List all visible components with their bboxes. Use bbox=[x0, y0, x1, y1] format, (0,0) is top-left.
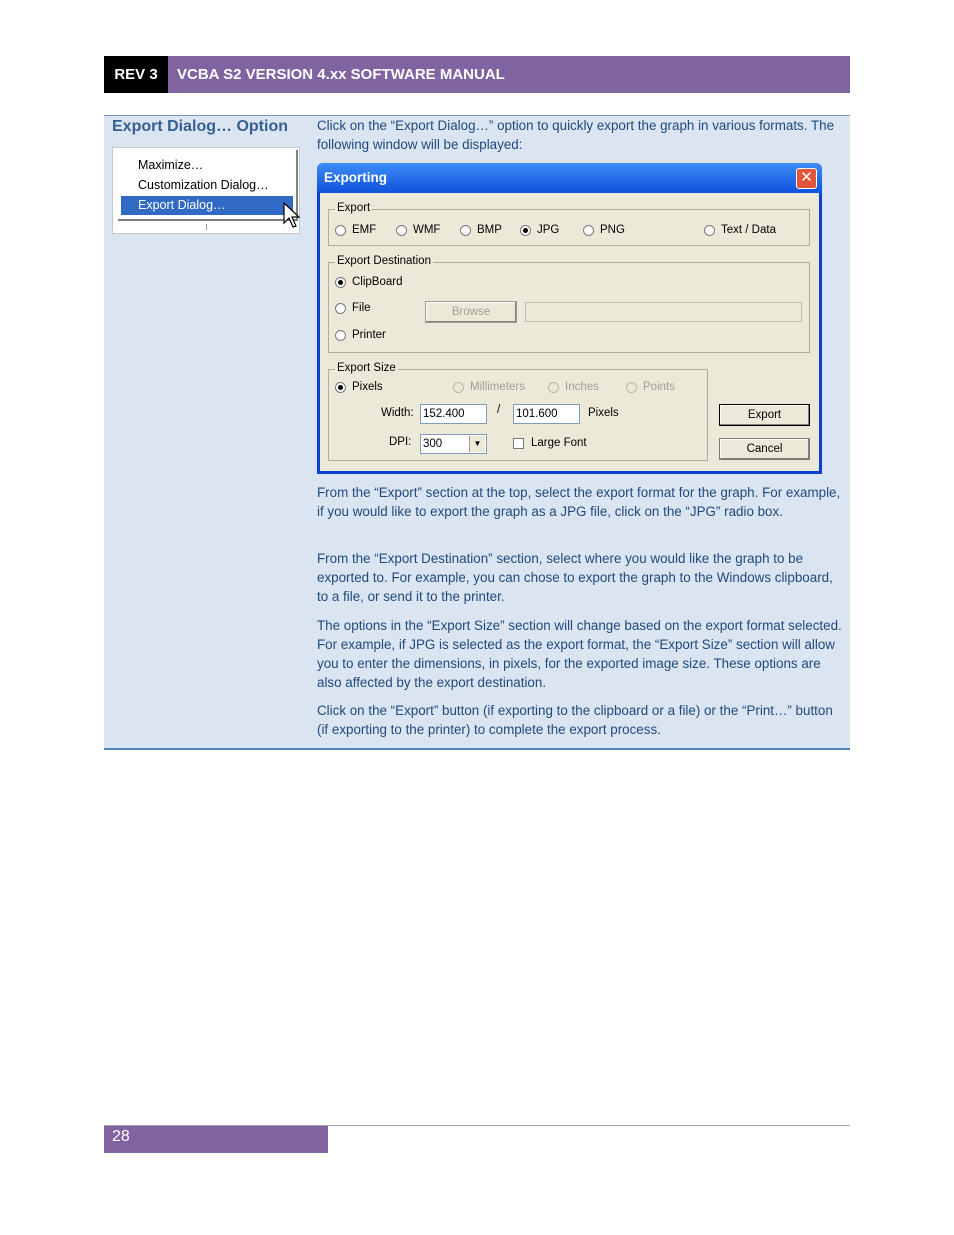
radio-label: Printer bbox=[352, 329, 386, 341]
mouse-pointer-icon bbox=[283, 202, 301, 230]
width-label: Width: bbox=[381, 407, 414, 419]
browse-button[interactable]: Browse bbox=[425, 301, 517, 323]
radio-icon bbox=[583, 225, 594, 236]
width-input[interactable]: 152.400 bbox=[420, 404, 487, 424]
destination-paragraph: From the “Export Destination” section, select where you would like the graph to be exported to. For example, you can chose to export the graph to the Windows clipboard, to a file, or send it to the printer. bbox=[317, 551, 833, 604]
radio-selected-icon bbox=[335, 382, 346, 393]
export-section-paragraph: From the “Export” section at the top, select the export format for the graph. For example, if you would like to export the graph as a JPG file, click on the “JPG” radio box. bbox=[317, 485, 841, 519]
dialog-title: Exporting bbox=[324, 170, 387, 185]
radio-text-data[interactable] bbox=[704, 224, 776, 236]
radio-printer[interactable] bbox=[335, 329, 386, 341]
radio-label: ClipBoard bbox=[352, 276, 403, 288]
radio-label: WMF bbox=[413, 224, 441, 236]
radio-points[interactable] bbox=[626, 381, 675, 393]
chevron-down-icon[interactable]: ▼ bbox=[469, 436, 485, 452]
page-header bbox=[104, 56, 850, 93]
radio-label: Text / Data bbox=[721, 224, 776, 236]
radio-label: File bbox=[352, 302, 371, 314]
radio-icon bbox=[626, 382, 637, 393]
radio-label: Points bbox=[643, 381, 675, 393]
close-icon: ✕ bbox=[800, 169, 813, 186]
radio-icon bbox=[396, 225, 407, 236]
radio-icon bbox=[335, 303, 346, 314]
menu-item-maximize[interactable]: Maximize… bbox=[138, 158, 204, 172]
radio-label: EMF bbox=[352, 224, 377, 236]
table-bottom-rule bbox=[104, 748, 850, 750]
dpi-select[interactable] bbox=[420, 434, 487, 454]
radio-clipboard[interactable] bbox=[335, 276, 403, 288]
radio-icon bbox=[548, 382, 559, 393]
radio-icon bbox=[453, 382, 464, 393]
radio-label: Millimeters bbox=[470, 381, 525, 393]
radio-label: BMP bbox=[477, 224, 502, 236]
intro-paragraph: Click on the “Export Dialog…” option to quickly export the graph in various formats. The following window will be displayed: bbox=[317, 118, 835, 152]
size-paragraph: The options in the “Export Size” section will change based on the export format selected. For example, if JPG is selected as the export format, the “Export Size” section will allow you to enter the dimensions, in pixels, for the exported image size. These options are also affected by the export destination. bbox=[317, 618, 842, 690]
file-path-input[interactable] bbox=[525, 302, 802, 322]
exporting-dialog bbox=[317, 163, 822, 474]
radio-selected-icon bbox=[520, 225, 531, 236]
radio-jpg[interactable] bbox=[520, 224, 559, 236]
manual-title: VCBA S2 VERSION 4.xx SOFTWARE MANUAL bbox=[168, 56, 850, 93]
size-group-label: Export Size bbox=[337, 362, 396, 374]
page-number: 28 bbox=[104, 1126, 328, 1153]
radio-label: Pixels bbox=[352, 381, 383, 393]
cancel-button[interactable]: Cancel bbox=[719, 438, 810, 460]
unit-label: Pixels bbox=[588, 407, 619, 419]
export-button[interactable]: Export bbox=[719, 404, 810, 426]
dialog-body bbox=[320, 193, 819, 471]
radio-png[interactable] bbox=[583, 224, 625, 236]
dpi-label: DPI: bbox=[389, 436, 412, 448]
menu-item-export-dialog[interactable]: Export Dialog… bbox=[121, 196, 293, 215]
radio-icon bbox=[704, 225, 715, 236]
menu-scroll-tick bbox=[206, 224, 207, 230]
radio-selected-icon bbox=[335, 277, 346, 288]
radio-icon bbox=[460, 225, 471, 236]
context-menu bbox=[118, 150, 298, 221]
radio-label: JPG bbox=[537, 224, 560, 236]
radio-label: Inches bbox=[565, 381, 599, 393]
close-button[interactable] bbox=[796, 168, 817, 189]
menu-item-customization-dialog[interactable]: Customization Dialog… bbox=[138, 178, 269, 192]
radio-inches[interactable] bbox=[548, 381, 599, 393]
radio-wmf[interactable] bbox=[396, 224, 440, 236]
radio-pixels[interactable] bbox=[335, 381, 383, 393]
dimension-separator: / bbox=[497, 404, 501, 416]
radio-millimeters[interactable] bbox=[453, 381, 525, 393]
large-font-checkbox[interactable] bbox=[513, 437, 587, 449]
checkbox-label: Large Font bbox=[531, 437, 587, 449]
destination-group-label: Export Destination bbox=[337, 255, 431, 267]
radio-file[interactable] bbox=[335, 302, 371, 314]
dialog-title-bar bbox=[317, 163, 822, 193]
radio-bmp[interactable] bbox=[460, 224, 502, 236]
checkbox-icon bbox=[513, 438, 524, 449]
height-input[interactable]: 101.600 bbox=[513, 404, 580, 424]
radio-icon bbox=[335, 330, 346, 341]
dpi-value: 300 bbox=[423, 438, 443, 450]
section-title: Export Dialog… Option bbox=[112, 118, 288, 135]
context-menu-screenshot bbox=[112, 147, 300, 234]
export-group-label: Export bbox=[337, 202, 371, 214]
finish-paragraph: Click on the “Export” button (if exporting to the clipboard or a file) or the “Print…” button (if exporting to the printer) to complete the export process. bbox=[317, 703, 833, 737]
radio-emf[interactable] bbox=[335, 224, 376, 236]
radio-label: PNG bbox=[600, 224, 625, 236]
revision-label: REV 3 bbox=[104, 56, 168, 93]
radio-icon bbox=[335, 225, 346, 236]
